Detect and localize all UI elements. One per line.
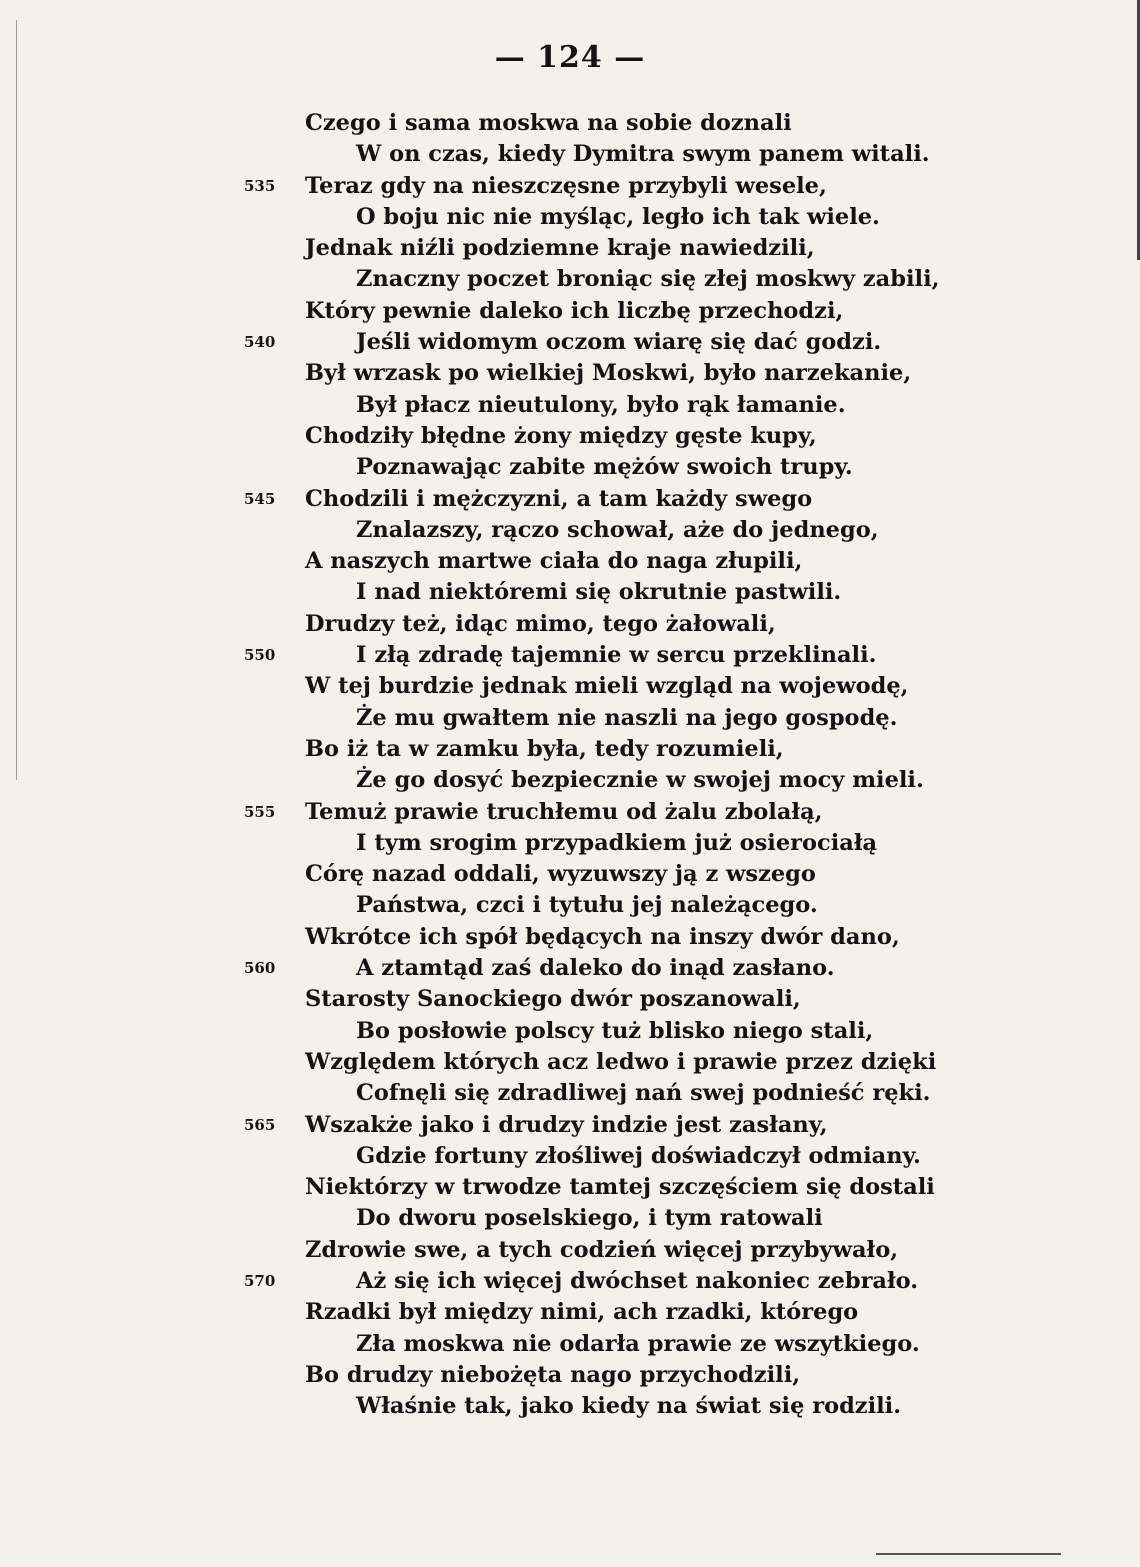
poem-line — [0, 484, 1140, 515]
verse-text: Wszakże jako i drudzy indzie jest zasłany, — [305, 1111, 828, 1138]
verse-text: Bo drudzy niebożęta nago przychodzili, — [305, 1361, 801, 1388]
verse-text: Państwa, czci i tytułu jej należącego. — [356, 892, 818, 919]
line-number: 545 — [244, 489, 276, 508]
poem-line — [0, 296, 1140, 327]
verse-text: Cofnęli się zdradliwej nań swej podnieść ręki. — [356, 1080, 931, 1107]
line-number: 570 — [244, 1271, 276, 1290]
verse-text: Poznawając zabite mężów swoich trupy. — [356, 454, 853, 481]
verse-text: Gdzie fortuny złośliwej doświadczył odmiany. — [356, 1142, 921, 1169]
poem-line — [0, 1329, 1140, 1360]
line-number: 550 — [244, 646, 276, 665]
verse-text: W tej burdzie jednak mieli wzgląd na wojewodę, — [305, 673, 909, 700]
poem-line — [0, 452, 1140, 483]
poem-body — [0, 108, 1140, 1422]
verse-text: Znalazszy, rączo schował, aże do jednego, — [356, 516, 879, 543]
line-number: 560 — [244, 959, 276, 978]
poem-line — [0, 797, 1140, 828]
poem-line — [0, 828, 1140, 859]
poem-line — [0, 108, 1140, 139]
verse-text: I tym srogim przypadkiem już osierociałą — [356, 829, 878, 856]
poem-line — [0, 859, 1140, 890]
verse-text: Chodzili i mężczyzni, a tam każdy swego — [305, 485, 813, 512]
poem-line — [0, 890, 1140, 921]
poem-line — [0, 1297, 1140, 1328]
verse-text: Znaczny poczet broniąc się złej moskwy zabili, — [356, 266, 940, 293]
poem-line — [0, 202, 1140, 233]
poem-line — [0, 1110, 1140, 1141]
line-number: 540 — [244, 333, 276, 352]
poem-line — [0, 1266, 1140, 1297]
verse-text: Drudzy też, idąc mimo, tego żałowali, — [305, 610, 776, 637]
poem-line — [0, 264, 1140, 295]
verse-text: Bo posłowie polscy tuż blisko niego stali, — [356, 1017, 874, 1044]
poem-line — [0, 609, 1140, 640]
verse-text: Że go dosyć bezpiecznie w swojej mocy mieli. — [356, 767, 924, 794]
verse-text: Czego i sama moskwa na sobie doznali — [305, 110, 792, 136]
verse-text: Był wrzask po wielkiej Moskwi, było narzekanie, — [305, 360, 912, 387]
verse-text: Temuż prawie truchłemu od żalu zbolałą, — [305, 798, 823, 825]
poem-line — [0, 765, 1140, 796]
verse-text: Względem których acz ledwo i prawie przez dzięki — [305, 1048, 937, 1075]
line-number: 565 — [244, 1115, 276, 1134]
verse-text: Rzadki był między nimi, ach rzadki, którego — [305, 1299, 859, 1326]
poem-line — [0, 1078, 1140, 1109]
verse-text: Starosty Sanockiego dwór poszanowali, — [305, 986, 801, 1013]
poem-line — [0, 233, 1140, 264]
poem-line — [0, 139, 1140, 170]
verse-text: Jeśli widomym oczom wiarę się dać godzi. — [356, 329, 882, 356]
poem-line — [0, 390, 1140, 421]
poem-line — [0, 671, 1140, 702]
verse-text: Zła moskwa nie odarła prawie ze wszytkiego. — [356, 1330, 920, 1357]
line-number: 555 — [244, 802, 276, 821]
poem-line — [0, 703, 1140, 734]
verse-text: Bo iż ta w zamku była, tedy rozumieli, — [305, 735, 784, 762]
bottom-rule — [876, 1553, 1061, 1555]
verse-text: Wkrótce ich spół będących na inszy dwór dano, — [305, 923, 900, 950]
verse-text: W on czas, kiedy Dymitra swym panem witali. — [356, 141, 930, 168]
poem-line — [0, 327, 1140, 358]
poem-line — [0, 515, 1140, 546]
poem-line — [0, 1047, 1140, 1078]
poem-line — [0, 922, 1140, 953]
verse-text: Jednak niźli podziemne kraje nawiedzili, — [305, 235, 815, 262]
page-number: — 124 — — [494, 40, 646, 75]
poem-line — [0, 1235, 1140, 1266]
verse-text: A ztamtąd zaś daleko do inąd zasłano. — [356, 955, 835, 982]
verse-text: Teraz gdy na nieszczęsne przybyli wesele, — [305, 172, 827, 199]
verse-text: Że mu gwałtem nie naszli na jego gospodę. — [356, 704, 898, 731]
poem-line — [0, 1172, 1140, 1203]
poem-line — [0, 1391, 1140, 1422]
line-number: 535 — [244, 176, 276, 195]
poem-line — [0, 358, 1140, 389]
poem-line — [0, 1016, 1140, 1047]
poem-line — [0, 546, 1140, 577]
poem-line — [0, 1203, 1140, 1234]
verse-text: Do dworu poselskiego, i tym ratowali — [356, 1205, 823, 1232]
poem-line — [0, 421, 1140, 452]
poem-line — [0, 640, 1140, 671]
verse-text: I nad niektóremi się okrutnie pastwili. — [356, 579, 842, 606]
poem-line — [0, 984, 1140, 1015]
verse-text: Był płacz nieutulony, było rąk łamanie. — [356, 391, 846, 418]
verse-text: Niektórzy w trwodze tamtej szczęściem się dostali — [305, 1174, 935, 1201]
poem-line — [0, 734, 1140, 765]
verse-text: I złą zdradę tajemnie w sercu przeklinali. — [356, 642, 877, 669]
poem-line — [0, 171, 1140, 202]
verse-text: O boju nic nie myśląc, legło ich tak wiele. — [356, 203, 880, 230]
verse-text: Aż się ich więcej dwóchset nakoniec zebrało. — [356, 1267, 919, 1294]
verse-text: Zdrowie swe, a tych codzień więcej przybywało, — [305, 1236, 899, 1263]
verse-text: Chodziły błędne żony między gęste kupy, — [305, 422, 817, 449]
poem-line — [0, 953, 1140, 984]
poem-line — [0, 577, 1140, 608]
verse-text: Właśnie tak, jako kiedy na świat się rodzili. — [356, 1393, 902, 1420]
verse-text: A naszych martwe ciała do naga złupili, — [305, 548, 803, 575]
poem-line — [0, 1360, 1140, 1391]
verse-text: Córę nazad oddali, wyzuwszy ją z wszego — [305, 861, 816, 888]
verse-text: Który pewnie daleko ich liczbę przechodzi, — [305, 297, 844, 324]
poem-line — [0, 1141, 1140, 1172]
